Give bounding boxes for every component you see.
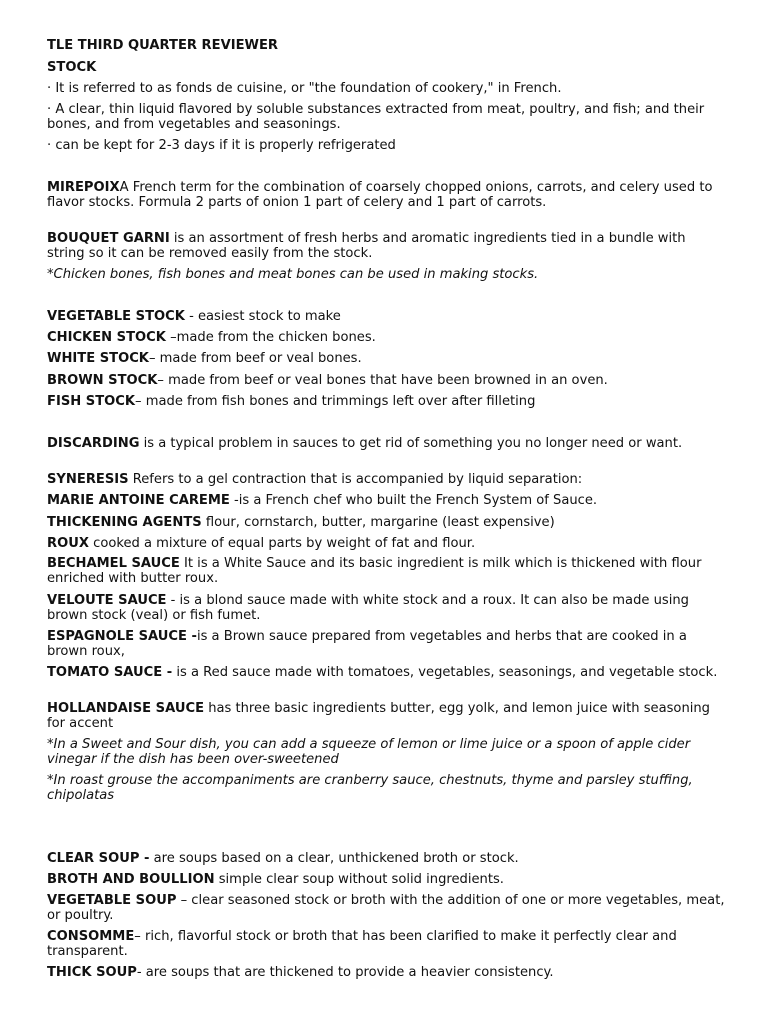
bouquet-garni-entry (47, 232, 727, 261)
hollandaise-definition: has three basic ingredients butter, egg yolk, and lemon juice with seasoning for accent (47, 701, 710, 731)
vegetable-stock-term: VEGETABLE STOCK (47, 309, 185, 324)
stock-bullet: · can be kept for 2-3 days if it is properly refrigerated (47, 138, 396, 153)
chicken-stock-term: CHICKEN STOCK (47, 330, 166, 345)
consomme-term: CONSOMME (47, 929, 135, 944)
chicken-stock-entry (47, 331, 727, 346)
brown-stock-definition: – made from beef or veal bones that have been browned in an oven. (157, 373, 608, 388)
hollandaise-entry (47, 702, 727, 731)
roux-definition: cooked a mixture of equal parts by weight of fat and flour. (88, 536, 476, 551)
bouquet-garni-term: BOUQUET GARNI (47, 231, 170, 246)
vegetable-soup-definition: – clear seasoned stock or broth with the addition of one or more vegetables, meat, or poultry. (47, 893, 725, 923)
tomato-sauce-term: TOMATO SAUCE - (47, 665, 173, 680)
veloute-term: VELOUTE SAUCE (47, 593, 167, 608)
espagnole-term: ESPAGNOLE SAUCE - (47, 629, 197, 644)
thickening-agents-definition: flour, cornstarch, butter, margarine (least expensive) (201, 515, 555, 530)
syneresis-definition: Refers to a gel contraction that is accompanied by liquid separation: (128, 472, 583, 487)
stock-bullet: · It is referred to as fonds de cuisine, or "the foundation of cookery," in French. (47, 81, 562, 96)
thick-soup-entry (47, 966, 727, 981)
espagnole-entry (47, 630, 727, 659)
broth-entry (47, 873, 727, 888)
thickening-agents-term: THICKENING AGENTS (47, 515, 202, 530)
broth-term: BROTH AND BOULLION (47, 872, 215, 887)
consomme-definition: – rich, flavorful stock or broth that has been clarified to make it perfectly clear and transparent. (47, 929, 677, 959)
careme-term: MARIE ANTOINE CAREME (47, 493, 230, 508)
fish-stock-definition: – made from fish bones and trimmings left over after filleting (135, 394, 536, 409)
broth-definition: simple clear soup without solid ingredients. (214, 872, 504, 887)
roux-entry (47, 537, 727, 552)
veloute-definition: - is a blond sauce made with white stock and a roux. It can also be made using brown stock (veal) or fish fumet. (47, 593, 689, 623)
roast-grouse-note: *In roast grouse the accompaniments are cranberry sauce, chestnuts, thyme and parsley stuffing, chipolatas (47, 773, 693, 803)
document-title: TLE THIRD QUARTER REVIEWER (47, 38, 279, 53)
veloute-entry (47, 594, 727, 623)
careme-entry (47, 494, 727, 509)
fish-stock-entry (47, 395, 727, 410)
bechamel-term: BECHAMEL SAUCE (47, 556, 180, 571)
clear-soup-definition: are soups based on a clear, unthickened broth or stock. (149, 851, 519, 866)
white-stock-entry (47, 352, 727, 367)
hollandaise-term: HOLLANDAISE SAUCE (47, 701, 205, 716)
tomato-sauce-definition: is a Red sauce made with tomatoes, vegetables, seasonings, and vegetable stock. (172, 665, 718, 680)
brown-stock-entry (47, 374, 727, 389)
mirepoix-entry (47, 181, 727, 210)
brown-stock-term: BROWN STOCK (47, 373, 158, 388)
stock-bones-note: *Chicken bones, fish bones and meat bones can be used in making stocks. (47, 267, 539, 282)
fish-stock-term: FISH STOCK (47, 394, 136, 409)
discarding-entry (47, 437, 727, 452)
white-stock-definition: – made from beef or veal bones. (148, 351, 362, 366)
espagnole-definition: is a Brown sauce prepared from vegetables and herbs that are cooked in a brown roux, (47, 629, 687, 659)
syneresis-term: SYNERESIS (47, 472, 129, 487)
roux-term: ROUX (47, 536, 89, 551)
careme-definition: -is a French chef who built the French System of Sauce. (229, 493, 598, 508)
bechamel-definition: It is a White Sauce and its basic ingredient is milk which is thickened with flour enriched with butter roux. (47, 556, 702, 586)
vegetable-stock-entry (47, 310, 727, 325)
bouquet-garni-definition: is an assortment of fresh herbs and aromatic ingredients tied in a bundle with string so it can be removed easily from the stock. (47, 231, 686, 261)
white-stock-term: WHITE STOCK (47, 351, 149, 366)
thick-soup-term: THICK SOUP (47, 965, 137, 980)
stock-heading: STOCK (47, 60, 97, 75)
chicken-stock-definition: –made from the chicken bones. (165, 330, 376, 345)
tomato-sauce-entry (47, 666, 727, 681)
discarding-term: DISCARDING (47, 436, 140, 451)
clear-soup-entry (47, 852, 727, 867)
thickening-agents-entry (47, 516, 727, 531)
clear-soup-term: CLEAR SOUP - (47, 851, 150, 866)
thick-soup-definition: - are soups that are thickened to provide a heavier consistency. (136, 965, 554, 980)
syneresis-entry (47, 473, 727, 488)
vegetable-stock-definition: - easiest stock to make (184, 309, 341, 324)
vegetable-soup-entry (47, 894, 727, 923)
discarding-definition: is a typical problem in sauces to get rid of something you no longer need or want. (139, 436, 683, 451)
vegetable-soup-term: VEGETABLE SOUP (47, 893, 177, 908)
mirepoix-term: MIREPOIX (47, 180, 120, 195)
stock-bullet: · A clear, thin liquid flavored by soluble substances extracted from meat, poultry, and fish; and their bones, and from vegetables and seasonings. (47, 102, 705, 132)
bechamel-entry (47, 557, 727, 586)
consomme-entry (47, 930, 727, 959)
mirepoix-definition: A French term for the combination of coarsely chopped onions, carrots, and celery used to flavor stocks. Formula 2 parts of onion 1 part of celery and 1 part of carrots. (47, 180, 713, 210)
sweet-sour-note: *In a Sweet and Sour dish, you can add a squeeze of lemon or lime juice or a spoon of apple cider vinegar if the dish has been over-sweetened (47, 737, 691, 767)
